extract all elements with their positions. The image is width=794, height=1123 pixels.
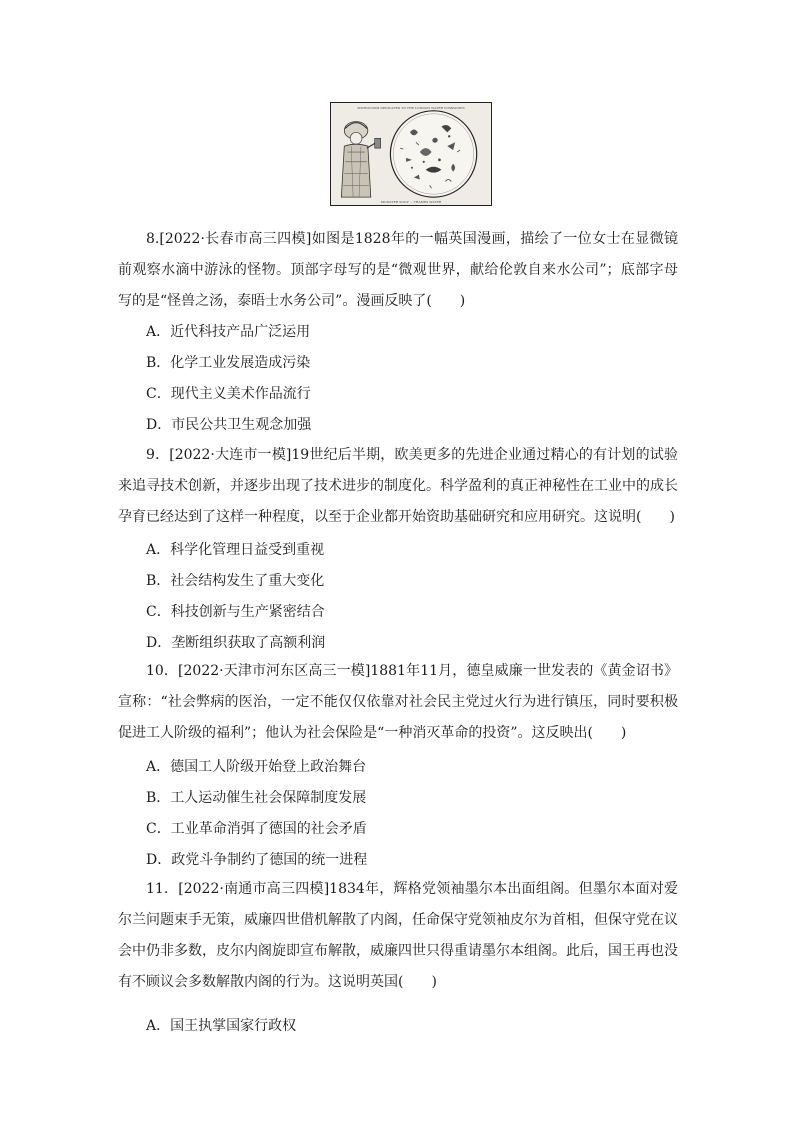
question-8-option-d[interactable]: D．市民公共卫生观念加强 [146,417,312,433]
question-10-option-a[interactable]: A．德国工人阶级开始登上政治舞台 [146,759,367,775]
question-10-option-b[interactable]: B．工人运动催生社会保障制度发展 [146,790,367,806]
question-10-option-c[interactable]: C．工业革命消弭了德国的社会矛盾 [146,821,367,837]
question-9-option-c[interactable]: C．科技创新与生产紧密结合 [146,604,325,620]
question-9-option-a[interactable]: A．科学化管理日益受到重视 [146,542,325,558]
question-11-option-a[interactable]: A．国王执掌国家行政权 [146,1018,297,1034]
question-9-option-d[interactable]: D．垄断组织获取了高额利润 [146,635,326,651]
microscope-cartoon-illustration [331,103,491,205]
question-10-option-d[interactable]: D．政党斗争制约了德国的统一进程 [146,852,368,868]
question-9-stem: 9．[2022·大连市一模]19世纪后半期，欧美更多的先进企业通过精心的有计划的试验来追寻技术创新，并逐步出现了技术进步的制度化。科学盈利的真正神秘性在工业中的成长孕育已经达到了这样一种程度，以至于企业都开始资助基础研究和应用研究。这说明( ) [118,447,678,525]
question-11-stem: 11．[2022·南通市高三四模]1834年，辉格党领袖墨尔本出面组阁。但墨尔本面对爱尔兰问题束手无策，威廉四世借机解散了内阁，任命保守党领袖皮尔为首相，但保守党在议会中仍非多数，皮尔内阁旋即宣布解散，威廉四世只得重请墨尔本组阁。此后，国王再也没有不顾议会多数解散内阁的行为。这说明英国( ) [118,881,678,990]
question-8-stem: 8.[2022·长春市高三四模]如图是1828年的一幅英国漫画，描绘了一位女士在显微镜前观察水滴中游泳的怪物。顶部字母写的是“微观世界，献给伦敦自来水公司”；底部字母写的是“怪兽之汤，泰晤士水务公司”。漫画反映了( ) [118,231,678,309]
water-drop-view [390,111,476,197]
cartoon-figure [330,102,492,206]
question-9-option-b[interactable]: B．社会结构发生了重大变化 [146,573,325,589]
figure-bottom-caption: MONSTER SOUP ... THAMES WATER [380,200,442,205]
figure-top-caption: MICROCOSM DEDICATED TO THE LONDON WATER COMPANIES [357,105,465,110]
question-8-option-c[interactable]: C．现代主义美术作品流行 [146,386,311,402]
question-8-option-a[interactable]: A．近代科技产品广泛运用 [146,324,311,340]
question-8-option-b[interactable]: B．化学工业发展造成污染 [146,355,311,371]
question-10-stem: 10．[2022·天津市河东区高三一模]1881年11月，德皇威廉一世发表的《黄金诏书》宣称：“社会弊病的医治，一定不能仅仅依靠对社会民主党过火行为进行镇压，同时要积极促进工人阶级的福利”；他认为社会保险是“一种消灭革命的投资”。这反映出( ) [118,663,678,741]
